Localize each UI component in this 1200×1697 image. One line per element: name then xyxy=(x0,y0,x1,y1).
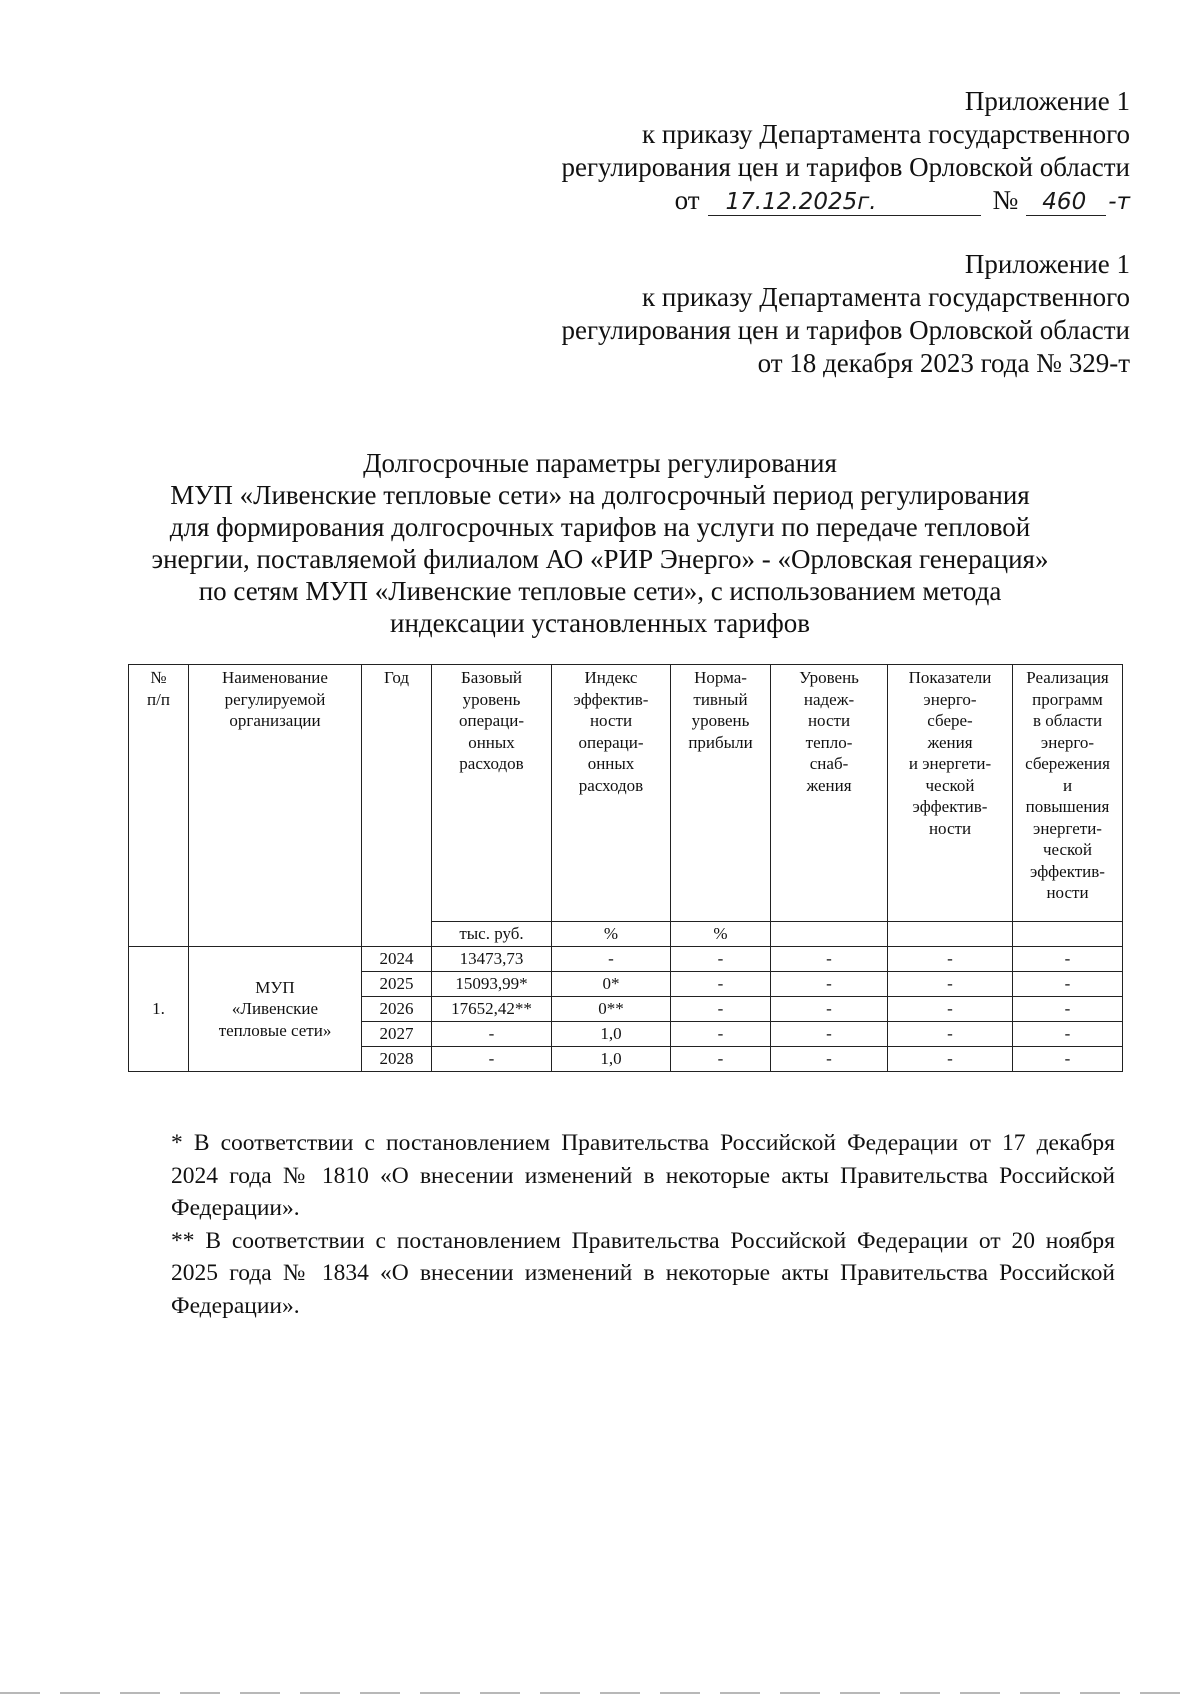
unit-cell xyxy=(771,922,888,947)
programs-cell: - xyxy=(1013,997,1123,1022)
base-opex-cell: 13473,73 xyxy=(432,947,552,972)
title-line: индексации установленных тарифов xyxy=(390,608,810,638)
row-number-cell: 1. xyxy=(129,947,189,1072)
base-opex-cell: - xyxy=(432,1047,552,1072)
year-cell: 2026 xyxy=(362,997,432,1022)
header-original-line1: Приложение 1 xyxy=(964,249,1130,279)
title-line: энергии, поставляемой филиалом АО «РИР Энерго» - «Орловская генерация» xyxy=(151,544,1049,574)
unit-cell: % xyxy=(671,922,771,947)
profit-level-cell: - xyxy=(671,972,771,997)
document-title xyxy=(0,447,1200,639)
handwritten-number: 460 xyxy=(1026,189,1106,216)
title-line: по сетям МУП «Ливенские тепловые сети», с использованием метода xyxy=(198,576,1002,606)
energy-saving-cell: - xyxy=(888,997,1013,1022)
col-header-efficiency-index: Индекс эффектив- ности операци- онных расходов xyxy=(552,665,671,922)
col-header-base-opex: Базовый уровень операци- онных расходов xyxy=(432,665,552,922)
unit-cell xyxy=(1013,922,1123,947)
profit-level-cell: - xyxy=(671,1047,771,1072)
col-header-year: Год xyxy=(362,665,432,947)
handwritten-number-suffix: -т xyxy=(1108,189,1130,215)
year-cell: 2028 xyxy=(362,1047,432,1072)
efficiency-index-cell: 1,0 xyxy=(552,1022,671,1047)
header-amending-line1: Приложение 1 xyxy=(964,86,1130,116)
footnote-1: * В соответствии с постановлением Правительства Российской Федерации от 17 декабря 2024 года № 1810 «О внесении изменений в некоторые акты Правительства Российской Федерации». xyxy=(171,1130,1115,1221)
reliability-cell: - xyxy=(771,972,888,997)
footnotes xyxy=(171,1127,1115,1322)
programs-cell: - xyxy=(1013,1022,1123,1047)
reliability-cell: - xyxy=(771,1047,888,1072)
handwritten-date: 17.12.2025г. xyxy=(708,189,981,216)
programs-cell: - xyxy=(1013,1047,1123,1072)
programs-cell: - xyxy=(1013,972,1123,997)
efficiency-index-cell: 0* xyxy=(552,972,671,997)
profit-level-cell: - xyxy=(671,1022,771,1047)
scan-edge-artifact xyxy=(0,1692,1200,1694)
base-opex-cell: 15093,99* xyxy=(432,972,552,997)
header-original-line4: от 18 декабря 2023 года № 329-т xyxy=(757,348,1130,378)
energy-saving-cell: - xyxy=(888,1022,1013,1047)
year-cell: 2025 xyxy=(362,972,432,997)
title-line: Долгосрочные параметры регулирования xyxy=(363,448,837,478)
header-original-line2: к приказу Департамента государственного xyxy=(642,282,1130,312)
year-cell: 2027 xyxy=(362,1022,432,1047)
reliability-cell: - xyxy=(771,1022,888,1047)
title-line: для формирования долгосрочных тарифов на услуги по передаче тепловой xyxy=(169,512,1031,542)
energy-saving-cell: - xyxy=(888,947,1013,972)
col-header-energy-saving: Показатели энерго- сбере- жения и энергети- ческой эффектив- ности xyxy=(888,665,1013,922)
parameters-table xyxy=(128,664,1123,1072)
reliability-cell: - xyxy=(771,997,888,1022)
efficiency-index-cell: - xyxy=(552,947,671,972)
col-header-number: № п/п xyxy=(129,665,189,947)
efficiency-index-cell: 0** xyxy=(552,997,671,1022)
base-opex-cell: 17652,42** xyxy=(432,997,552,1022)
header-original-line3: регулирования цен и тарифов Орловской области xyxy=(561,315,1130,345)
energy-saving-cell: - xyxy=(888,972,1013,997)
efficiency-index-cell: 1,0 xyxy=(552,1047,671,1072)
table-header-row xyxy=(129,665,1123,922)
programs-cell: - xyxy=(1013,947,1123,972)
from-label: от xyxy=(674,185,700,215)
energy-saving-cell: - xyxy=(888,1047,1013,1072)
header-original xyxy=(561,248,1130,380)
header-amending xyxy=(561,85,1130,219)
col-header-reliability: Уровень надеж- ности тепло- снаб- жения xyxy=(771,665,888,922)
title-line: МУП «Ливенские тепловые сети» на долгосрочный период регулирования xyxy=(170,480,1030,510)
profit-level-cell: - xyxy=(671,947,771,972)
col-header-profit-level: Норма- тивный уровень прибыли xyxy=(671,665,771,922)
organization-cell: МУП «Ливенские тепловые сети» xyxy=(189,947,362,1072)
header-amending-line3: регулирования цен и тарифов Орловской области xyxy=(561,152,1130,182)
reliability-cell: - xyxy=(771,947,888,972)
col-header-programs: Реализация программ в области энерго- сбережения и повышения энергети- ческой эффектив- ности xyxy=(1013,665,1123,922)
header-amending-line4 xyxy=(561,184,1130,219)
year-cell: 2024 xyxy=(362,947,432,972)
unit-cell xyxy=(888,922,1013,947)
col-header-organization: Наименование регулируемой организации xyxy=(189,665,362,947)
header-amending-line2: к приказу Департамента государственного xyxy=(642,119,1130,149)
unit-cell: тыс. руб. xyxy=(432,922,552,947)
unit-cell: % xyxy=(552,922,671,947)
profit-level-cell: - xyxy=(671,997,771,1022)
number-label: № xyxy=(992,185,1019,215)
footnote-2: ** В соответствии с постановлением Правительства Российской Федерации от 20 ноября 2025 года № 1834 «О внесении изменений в некоторые акты Правительства Российской Федерации». xyxy=(171,1227,1115,1319)
table-row xyxy=(129,947,1123,972)
base-opex-cell: - xyxy=(432,1022,552,1047)
